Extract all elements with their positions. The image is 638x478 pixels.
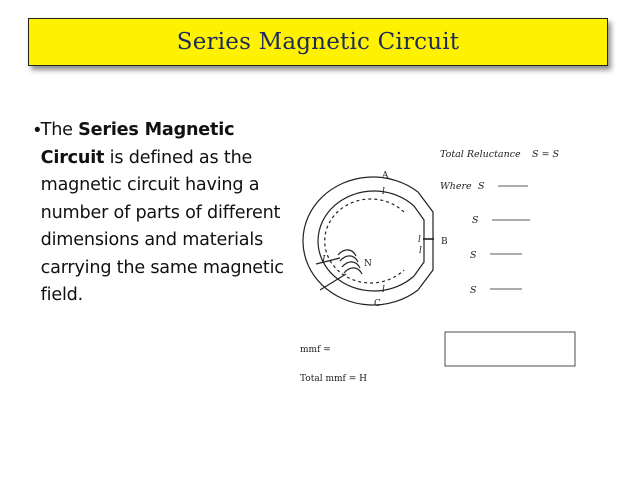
bullet-marker: • xyxy=(34,120,41,141)
bullet-lead: The xyxy=(40,120,79,140)
eq-total-label: Total Reluctance xyxy=(440,149,521,160)
eq-total-expr: S = S xyxy=(532,149,560,160)
bullet-point xyxy=(34,117,296,310)
eq-mmf: mmf = xyxy=(300,345,331,355)
label-l1: l xyxy=(382,187,385,197)
eq-total-mmf: Total mmf = H xyxy=(300,374,367,384)
reluctance-equations xyxy=(440,149,560,296)
eq-s1: S xyxy=(478,181,485,192)
label-I: I xyxy=(322,255,326,265)
eq-s2: S xyxy=(472,215,479,226)
current-lead-in xyxy=(316,258,340,264)
coil xyxy=(338,250,362,274)
bullet-rest: is defined as the magnetic circuit having a number of parts of different dimensions and materials carrying the same magnetic field. xyxy=(40,147,284,305)
label-A: A xyxy=(382,171,389,181)
label-lg: l xyxy=(419,246,422,256)
flux-path xyxy=(325,199,404,283)
eq-s3: S xyxy=(470,250,477,261)
label-B: B xyxy=(441,237,448,247)
label-N: N xyxy=(364,259,372,269)
mmf-equations xyxy=(300,332,575,384)
mmf-bracket xyxy=(445,332,575,366)
label-l3: l xyxy=(382,285,385,295)
magnetic-core-diagram xyxy=(303,177,434,305)
label-C: C xyxy=(374,299,381,309)
eq-where: Where xyxy=(440,181,472,192)
title-box xyxy=(28,18,608,66)
core-outer-arc xyxy=(303,177,418,305)
core-inner-arc xyxy=(318,191,414,291)
label-l2: l xyxy=(418,235,421,245)
slide-title: Series Magnetic Circuit xyxy=(176,29,460,55)
series-circuit-figure xyxy=(300,130,590,402)
diagram-labels xyxy=(321,171,448,309)
bullet-term: Series Magnetic Circuit xyxy=(40,120,235,168)
bullet-text xyxy=(41,117,296,310)
eq-sg: S xyxy=(470,285,477,296)
